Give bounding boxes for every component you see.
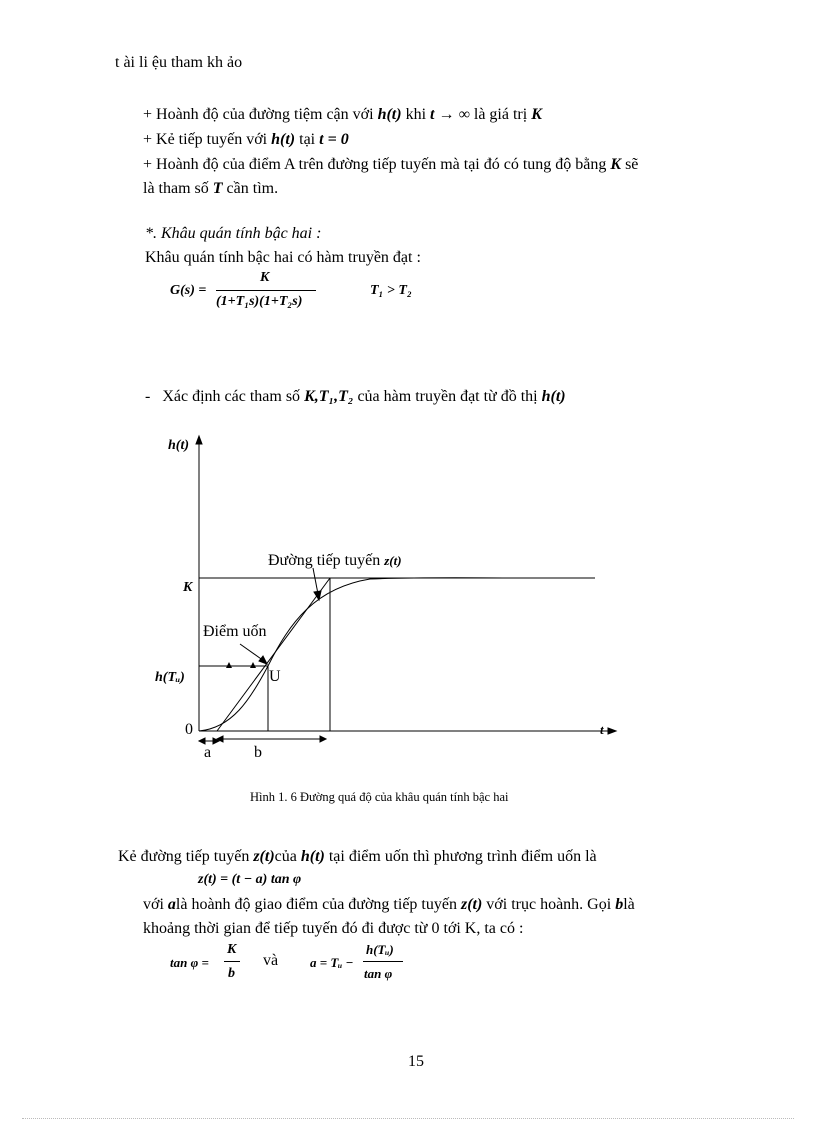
b-label: b — [254, 744, 262, 761]
body-line-2: với alà hoành độ giao điểm của đường tiếp tuyến z(t) với trục hoành. Gọi blà — [143, 896, 635, 913]
bullet-line-2: + Kẻ tiếp tuyến với h(t) tại t = 0 — [143, 131, 349, 148]
transfer-function: G(s) = K (1+T₁s)(1+T₂s) T₁ > T₂ — [170, 270, 412, 309]
y-axis-label: h(t) — [168, 438, 189, 453]
inflection-label: Điểm uốn — [203, 623, 267, 640]
marker-triangle — [226, 662, 232, 668]
page-number: 15 — [408, 1053, 424, 1070]
x-axis-arrow — [608, 728, 616, 734]
dash-item: - Xác định các tham số K,T₁,T₂ của hàm truyền đạt từ đồ thị h(t) — [145, 388, 566, 405]
inflection-leader-arrow — [259, 656, 267, 664]
tangent-equation: z(t) = (t − a) tan φ — [198, 872, 302, 887]
x-axis-label: t — [600, 722, 604, 737]
section-title: *. Khâu quán tính bậc hai : — [145, 225, 322, 242]
a-label: a — [204, 744, 212, 761]
section-intro: Khâu quán tính bậc hai có hàm truyền đạt : — [145, 249, 421, 266]
origin-label: 0 — [185, 721, 193, 738]
body-line-3: khoảng thời gian để tiếp tuyến đó đi được từ 0 tới K, ta có : — [143, 920, 524, 937]
inflection-point-label: U — [269, 668, 281, 685]
marker-triangle — [250, 662, 256, 668]
body-line-1: Kẻ đường tiếp tuyến z(t)của h(t) tại điểm uốn thì phương trình điểm uốn là — [118, 848, 597, 865]
tangent-leader — [313, 568, 318, 594]
fraction-bar — [224, 961, 240, 962]
tangent-label: Đường tiếp tuyến z(t) — [268, 552, 402, 569]
bullet-line-3: + Hoành độ của điểm A trên đường tiếp tuyến mà tại đó có tung độ bằng K sẽ — [143, 156, 639, 173]
b-arrow-right — [320, 736, 326, 742]
bullet-line-4: là tham số T cần tìm. — [143, 180, 279, 197]
y-axis-arrow — [196, 436, 202, 444]
bullet-line-1: + Hoành độ của đường tiệm cận với h(t) khi t → ∞ là giá trị K — [143, 106, 542, 123]
fraction-bar — [363, 961, 403, 962]
page-divider — [22, 1118, 794, 1119]
page-header: t ài li ệu tham kh ảo — [115, 54, 243, 71]
k-label: K — [183, 580, 193, 595]
tan-formula: tan φ = K b và a = Tᵤ − h(Tᵤ) tan φ — [170, 942, 430, 988]
response-curve — [199, 578, 525, 731]
figure-caption: Hình 1. 6 Đường quá độ của khâu quán tính bậc hai — [250, 790, 509, 804]
htu-label: h(Tᵤ) — [155, 670, 185, 685]
